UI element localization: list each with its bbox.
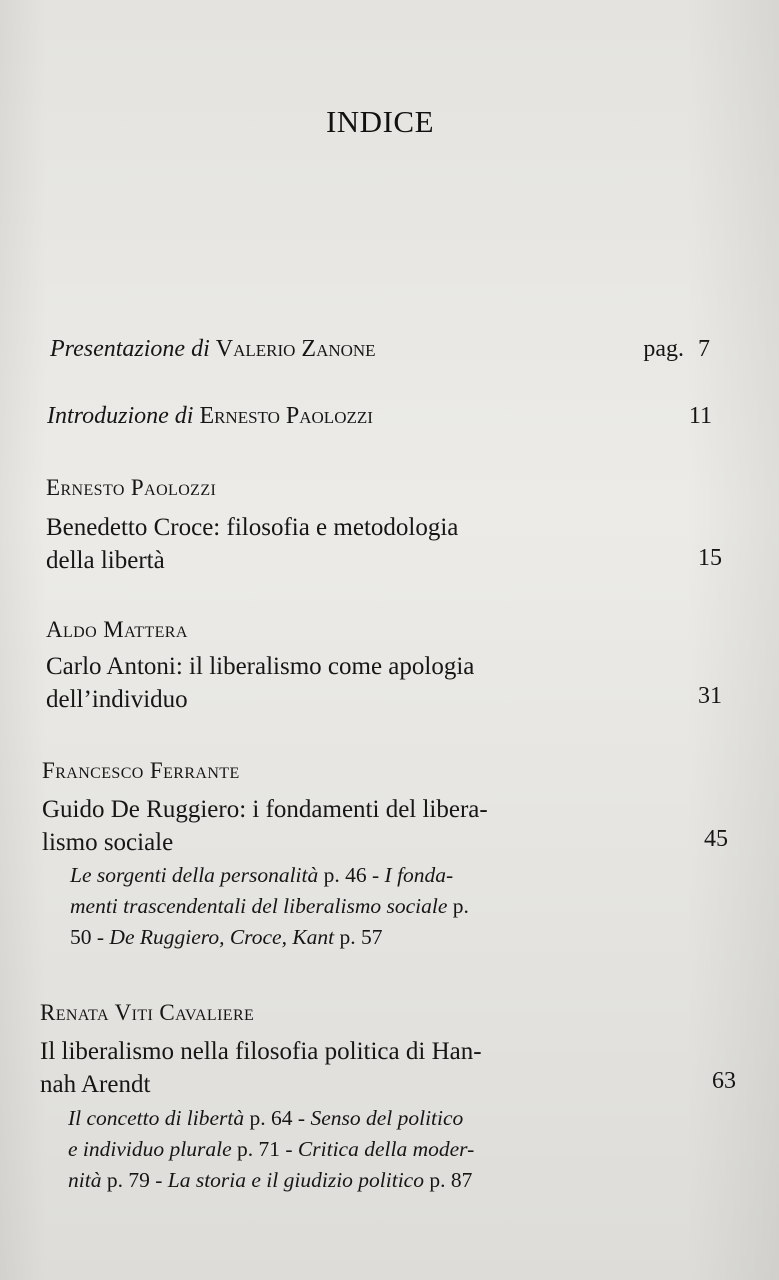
toc-page-introduzione: 11	[688, 403, 712, 429]
section-line: Le sorgenti della personalità p. 46 - I fonda-	[70, 863, 454, 887]
essay-page: 45	[704, 826, 728, 852]
entry-author: Ernesto Paolozzi	[199, 403, 373, 429]
essay-sections	[68, 1103, 474, 1196]
section-line: nità p. 79 - La storia e il giudizio politico p. 87	[68, 1168, 473, 1192]
page-title: INDICE	[325, 104, 435, 139]
essay-author: Ernesto Paolozzi	[46, 475, 217, 500]
essay-page: 63	[712, 1068, 736, 1094]
entry-label: Introduzione di	[47, 403, 194, 429]
section-line: e individuo plurale p. 71 - Critica della moder-	[68, 1137, 475, 1161]
essay-author: Francesco Ferrante	[42, 758, 240, 783]
essay-sections	[70, 860, 469, 953]
toc-entry-introduzione	[47, 403, 373, 430]
show-through-top	[480, 40, 779, 70]
toc-page-presentazione: pag. 7	[643, 336, 710, 362]
section-line: 50 - De Ruggiero, Croce, Kant p. 57	[70, 925, 383, 949]
essay-page: 15	[698, 545, 722, 571]
entry-author: Valerio Zanone	[215, 336, 376, 362]
essay-title: Benedetto Croce: filosofia e metodologia della libertà	[46, 514, 459, 574]
essay-page: 31	[698, 683, 722, 709]
essay-title: Carlo Antoni: il liberalismo come apologia dell’individuo	[46, 653, 475, 713]
section-line: Il concetto di libertà p. 64 - Senso del politico	[68, 1106, 464, 1130]
entry-label: Presentazione di	[50, 336, 210, 362]
essay-title: Il liberalismo nella filosofia politica di Han- nah Arendt	[40, 1038, 482, 1098]
essay-author: Aldo Mattera	[46, 617, 188, 642]
section-line: menti trascendentali del liberalismo sociale p.	[70, 894, 469, 918]
essay-author: Renata Viti Cavaliere	[40, 1000, 255, 1025]
toc-entry-presentazione	[50, 336, 376, 363]
essay-title: Guido De Ruggiero: i fondamenti del libera- lismo sociale	[42, 796, 488, 856]
